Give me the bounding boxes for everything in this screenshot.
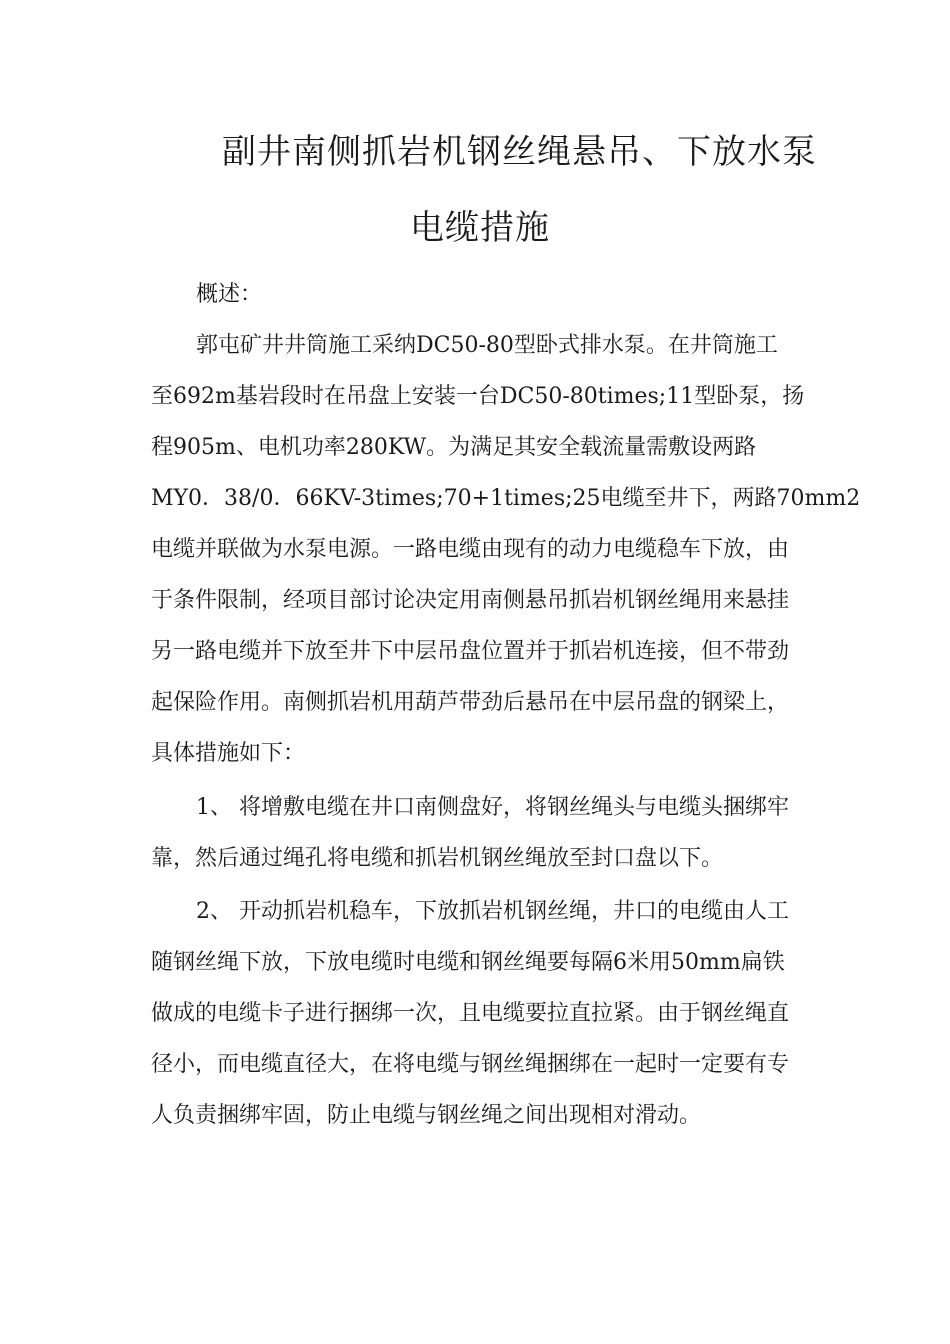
- step-1-line: 靠，然后通过绳孔将电缆和抓岩机钢丝绳放至封口盘以下。: [151, 846, 724, 871]
- document-title-line-1: 副井南侧抓岩机钢丝绳悬吊、下放水泵: [222, 132, 817, 172]
- paragraph-1-line: 另一路电缆并下放至井下中层吊盘位置并于抓岩机连接，但不带劲: [151, 639, 790, 664]
- step-2-line: 2、 开动抓岩机稳车，下放抓岩机钢丝绳，井口的电缆由人工: [196, 899, 789, 924]
- paragraph-1-line: 程905m、电机功率280KW。为满足其安全载流量需敷设两路: [151, 435, 757, 460]
- step-2-line: 径小，而电缆直径大，在将电缆与钢丝绳捆绑在一起时一定要有专: [151, 1052, 790, 1077]
- overview-label: 概述：: [196, 282, 263, 307]
- document-title-line-2: 电缆措施: [410, 208, 550, 248]
- step-2-line: 做成的电缆卡子进行捆绑一次，且电缆要拉直拉紧。由于钢丝绳直: [151, 1001, 790, 1026]
- paragraph-1-line: MY0．38/0．66KV-3times;70+1times;25电缆至井下，两路70mm2: [151, 486, 861, 511]
- step-1-line: 1、 将增敷电缆在井口南侧盘好，将钢丝绳头与电缆头捆绑牢: [196, 795, 789, 820]
- paragraph-1-line: 具体措施如下：: [151, 741, 306, 766]
- step-2-line: 人负责捆绑牢固，防止电缆与钢丝绳之间出现相对滑动。: [151, 1103, 702, 1128]
- paragraph-1-line: 郭屯矿井井筒施工采纳DC50-80型卧式排水泵。在井筒施工: [196, 333, 778, 358]
- paragraph-1-line: 电缆并联做为水泵电源。一路电缆由现有的动力电缆稳车下放，由: [151, 537, 790, 562]
- paragraph-1-line: 起保险作用。南侧抓岩机用葫芦带劲后悬吊在中层吊盘的钢梁上，: [151, 690, 790, 715]
- step-2-line: 随钢丝绳下放，下放电缆时电缆和钢丝绳要每隔6米用50mm扁铁: [151, 950, 785, 975]
- paragraph-1-line: 于条件限制，经项目部讨论决定用南侧悬吊抓岩机钢丝绳用来悬挂: [151, 588, 790, 613]
- paragraph-1-line: 至692m基岩段时在吊盘上安装一台DC50-80times;11型卧泵，扬: [151, 384, 805, 409]
